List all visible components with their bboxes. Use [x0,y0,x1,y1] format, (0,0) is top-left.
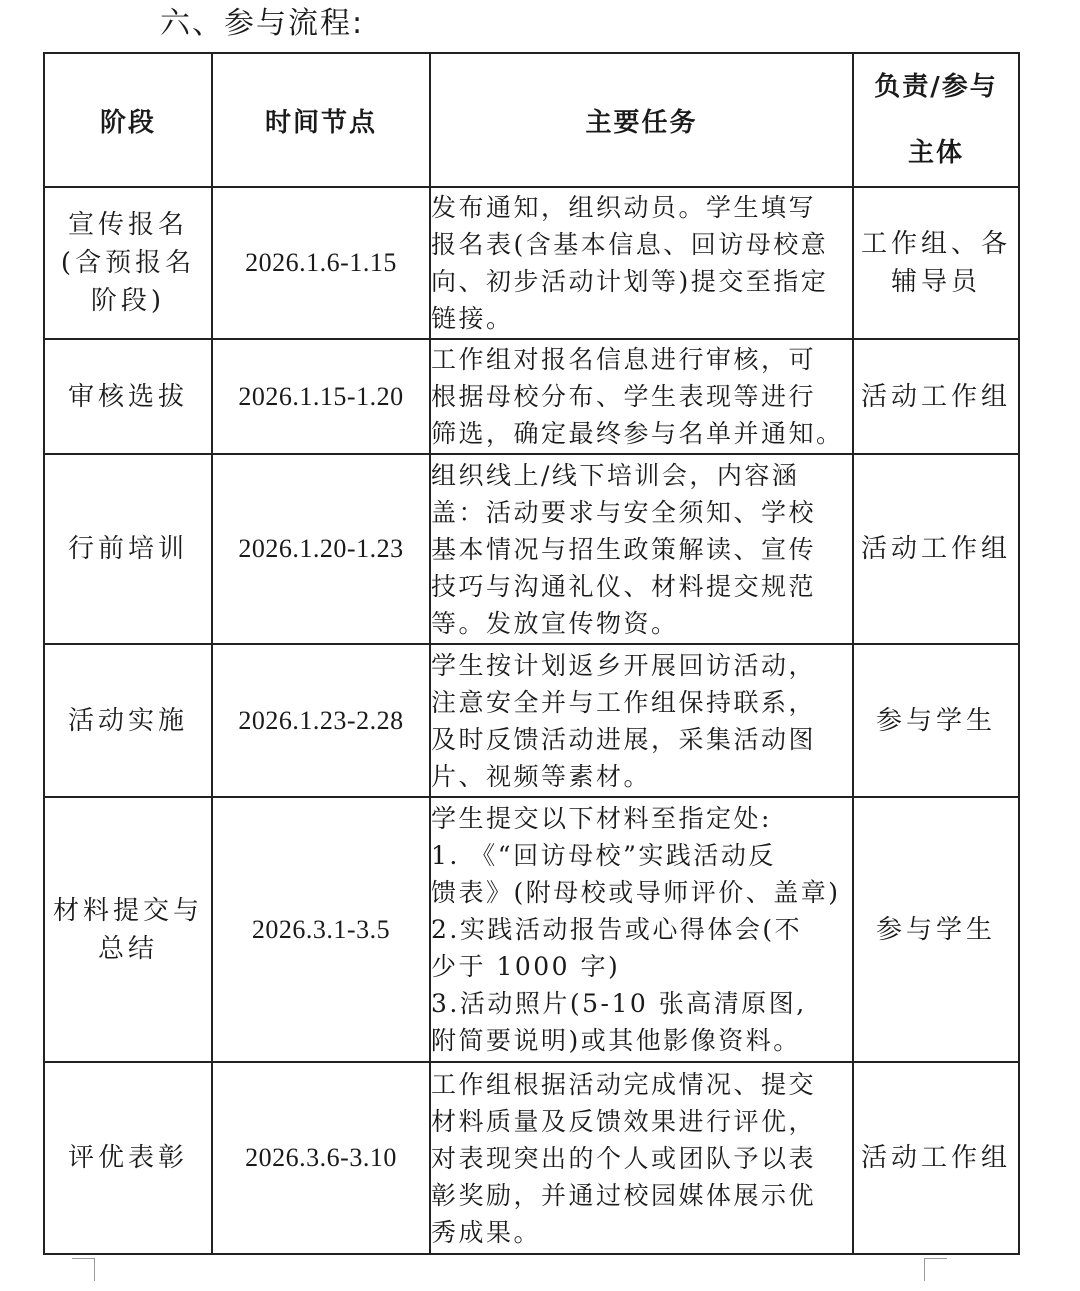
table-row [44,187,1019,339]
stage-cell [44,187,212,339]
stage-cell [44,644,212,797]
task-cell [430,339,853,454]
table-row [44,644,1019,797]
stage-line: 审核选拔 [67,381,188,412]
task-line: 及时反馈活动进展，采集活动图 [431,724,817,754]
header-owner [853,53,1019,187]
owner-line: 工作组、各 [860,229,1011,259]
owner-cell [853,454,1019,644]
stage-line: 总结 [97,933,158,964]
table-row [44,454,1019,644]
owner-cell [853,339,1019,454]
task-line: 工作组对报名信息进行审核，可 [431,345,817,374]
table-row [44,1062,1019,1254]
task-line: 向、初步活动计划等)提交至指定 [431,267,829,296]
owner-line: 参与学生 [875,705,996,736]
task-line: 筛选，确定最终参与名单并通知。 [431,419,844,448]
task-line: 附简要说明)或其他影像资料。 [431,1026,801,1055]
task-line: 等。发放宣传物资。 [431,608,679,638]
task-line: 2.实践活动报告或心得体会(不 [431,915,803,944]
task-cell [430,187,853,339]
owner-line: 活动工作组 [860,534,1011,564]
task-line: 报名表(含基本信息、回访母校意 [431,230,829,259]
stage-line: (含预报名 [60,248,196,278]
time-cell: 2026.1.6-1.15 [212,187,430,339]
task-line: 链接。 [431,304,514,333]
task-cell [430,1062,853,1254]
task-line: 基本情况与招生政策解读、宣传 [431,534,817,564]
task-line: 技巧与沟通礼仪、材料提交规范 [431,571,817,601]
owner-cell [853,644,1019,797]
page-corner-mark [72,1258,95,1281]
table-header-row [44,53,1019,187]
stage-line: 活动实施 [67,705,188,736]
stage-line: 阶段) [90,286,166,316]
time-cell: 2026.1.15-1.20 [212,339,430,454]
task-line: 学生提交以下材料至指定处: [431,804,772,833]
header-task: 主要任务 [430,53,853,187]
task-cell [430,454,853,644]
owner-line: 参与学生 [875,914,996,945]
header-owner-line: 主体 [907,138,964,168]
stage-line: 材料提交与 [52,895,203,926]
time-cell: 2026.1.20-1.23 [212,454,430,644]
table-row [44,797,1019,1062]
table-row [44,339,1019,454]
stage-cell [44,797,212,1062]
task-line: 根据母校分布、学生表现等进行 [431,382,817,411]
section-heading: 六、参与流程: [160,6,365,41]
stage-line: 评优表彰 [67,1143,188,1173]
owner-cell [853,797,1019,1062]
stage-cell [44,1062,212,1254]
task-line: 少于 1000 字) [431,952,621,981]
stage-line: 行前培训 [67,534,188,564]
task-line: 发布通知，组织动员。学生填写 [431,193,817,222]
owner-line: 活动工作组 [860,1143,1011,1173]
time-cell: 2026.3.6-3.10 [212,1062,430,1254]
task-line: 馈表》(附母校或导师评价、盖章) [431,878,841,907]
time-cell: 2026.3.1-3.5 [212,797,430,1062]
stage-line: 宣传报名 [67,210,188,240]
process-table [43,52,1020,1255]
task-line: 注意安全并与工作组保持联系， [431,687,817,717]
task-line: 1. 《“回访母校”实践活动反 [431,841,776,870]
task-line: 材料质量及反馈效果进行评优， [431,1106,817,1136]
owner-line: 活动工作组 [860,381,1011,412]
task-line: 3.活动照片(5-10 张高清原图, [431,989,807,1018]
task-line: 工作组根据活动完成情况、提交 [431,1069,817,1099]
task-line: 对表现突出的个人或团队予以表 [431,1143,817,1173]
task-line: 学生按计划返乡开展回访活动， [431,650,817,680]
task-line: 彰奖励，并通过校园媒体展示优 [431,1180,817,1210]
task-line: 盖：活动要求与安全须知、学校 [431,497,817,527]
header-time: 时间节点 [212,53,430,187]
task-line: 片、视频等素材。 [431,761,652,791]
owner-line: 辅导员 [890,267,981,297]
owner-cell [853,1062,1019,1254]
owner-cell [853,187,1019,339]
time-cell: 2026.1.23-2.28 [212,644,430,797]
page-corner-mark [924,1258,947,1281]
task-line: 组织线上/线下培训会，内容涵 [431,460,800,490]
stage-cell [44,339,212,454]
header-stage: 阶段 [44,53,212,187]
task-cell [430,644,853,797]
stage-cell [44,454,212,644]
task-line: 秀成果。 [431,1217,542,1247]
header-owner-line: 负责/参与 [874,72,998,102]
task-cell [430,797,853,1062]
